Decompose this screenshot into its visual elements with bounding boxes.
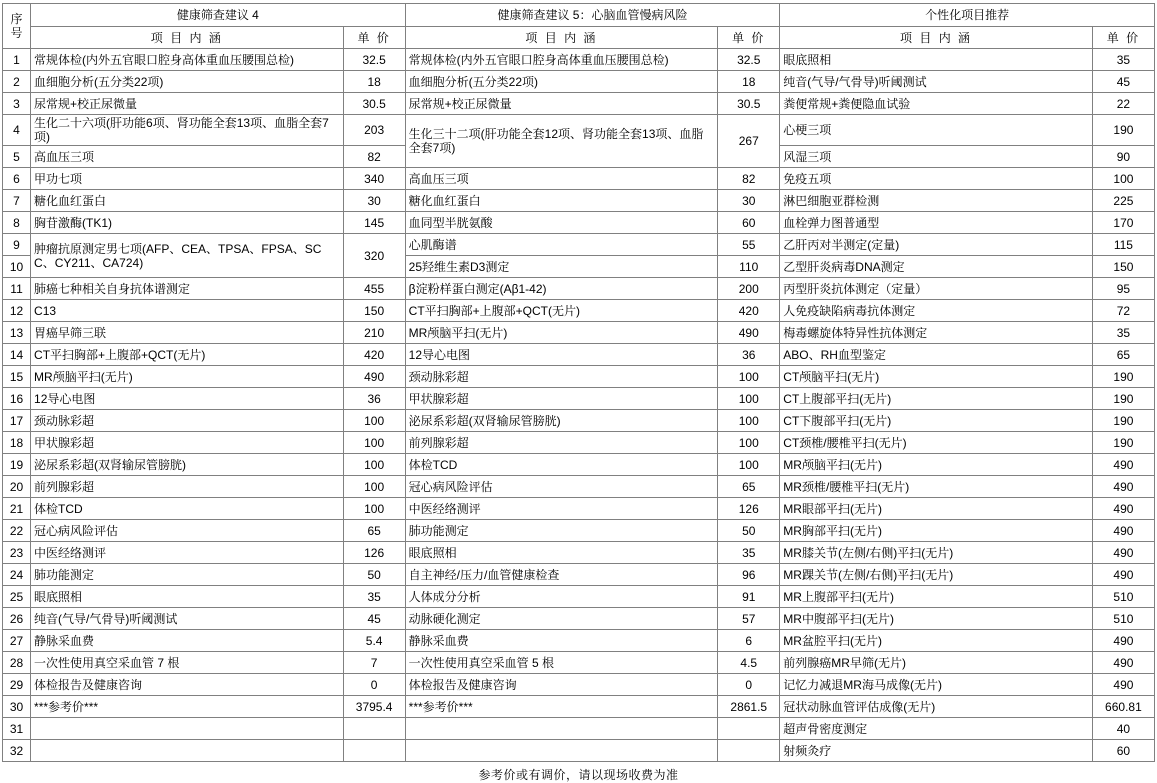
table-row [3,586,1155,608]
item-a: 甲功七项 [31,168,344,190]
price-b: 35 [718,542,780,564]
item-b: β淀粉样蛋白测定(Aβ1-42) [405,278,718,300]
item-b: 心肌酶谱 [405,234,718,256]
table-row [3,542,1155,564]
item-b: 自主神经/压力/血管健康检查 [405,564,718,586]
price-c: 190 [1092,366,1154,388]
item-a: 肺功能测定 [31,564,344,586]
price-a: 35 [343,586,405,608]
price-c: 115 [1092,234,1154,256]
item-c: MR中腹部平扫(无片) [780,608,1093,630]
item-a: 颈动脉彩超 [31,410,344,432]
price-a: 320 [343,234,405,278]
item-b: 眼底照相 [405,542,718,564]
price-b: 100 [718,366,780,388]
item-a: 甲状腺彩超 [31,432,344,454]
item-c: CT颅脑平扫(无片) [780,366,1093,388]
price-c: 490 [1092,498,1154,520]
price-c: 35 [1092,49,1154,71]
item-c: MR胸部平扫(无片) [780,520,1093,542]
row-seq: 26 [3,608,31,630]
table-row [3,740,1155,762]
item-a: ***参考价*** [31,696,344,718]
price-c: 22 [1092,93,1154,115]
price-a: 18 [343,71,405,93]
row-seq: 24 [3,564,31,586]
item-b: 25羟维生素D3测定 [405,256,718,278]
price-c: 100 [1092,168,1154,190]
table-row [3,49,1155,71]
price-a [343,718,405,740]
item-c: ABO、RH血型鉴定 [780,344,1093,366]
item-a: MR颅脑平扫(无片) [31,366,344,388]
item-b: 前列腺彩超 [405,432,718,454]
footnote: 参考价或有调价，请以现场收费为准 [478,768,679,782]
price-c: 510 [1092,608,1154,630]
item-b: 尿常规+校正尿微量 [405,93,718,115]
item-c: 超声骨密度测定 [780,718,1093,740]
table-row [3,344,1155,366]
row-seq: 1 [3,49,31,71]
item-a: 冠心病风险评估 [31,520,344,542]
item-a: C13 [31,300,344,322]
row-seq: 30 [3,696,31,718]
item-c: 淋巴细胞亚群检测 [780,190,1093,212]
table-row [3,212,1155,234]
item-a: 胸苷激酶(TK1) [31,212,344,234]
table-row [3,674,1155,696]
table-row [3,718,1155,740]
item-a: 高血压三项 [31,146,344,168]
item-c: 免疫五项 [780,168,1093,190]
price-c: 190 [1092,388,1154,410]
row-seq: 13 [3,322,31,344]
price-a: 30 [343,190,405,212]
item-b: 体检报告及健康咨询 [405,674,718,696]
item-c: MR眼部平扫(无片) [780,498,1093,520]
header-item-b: 项 目 内 涵 [405,27,718,49]
price-c: 490 [1092,630,1154,652]
price-b: 32.5 [718,49,780,71]
column-header-row [3,27,1155,49]
item-b: 12导心电图 [405,344,718,366]
item-b: 动脉硬化测定 [405,608,718,630]
price-c: 490 [1092,674,1154,696]
item-a: 一次性使用真空采血管 7 根 [31,652,344,674]
price-b: 57 [718,608,780,630]
item-a: 肿瘤抗原测定男七项(AFP、CEA、TPSA、FPSA、SCC、CY211、CA724) [31,234,344,278]
item-b: 中医经络测评 [405,498,718,520]
price-b: 82 [718,168,780,190]
group-header-row [3,4,1155,27]
price-a: 82 [343,146,405,168]
price-b: 200 [718,278,780,300]
price-a: 203 [343,115,405,146]
price-a: 45 [343,608,405,630]
item-a: 静脉采血费 [31,630,344,652]
price-c: 45 [1092,71,1154,93]
table-row [3,366,1155,388]
price-a [343,740,405,762]
table-row [3,71,1155,93]
item-c: 粪便常规+粪便隐血试验 [780,93,1093,115]
price-b: 100 [718,388,780,410]
price-c: 490 [1092,520,1154,542]
table-row [3,454,1155,476]
item-c: 前列腺癌MR早筛(无片) [780,652,1093,674]
health-screening-table [2,3,1155,762]
table-row [3,498,1155,520]
header-item-a: 项 目 内 涵 [31,27,344,49]
price-c: 490 [1092,652,1154,674]
price-c: 490 [1092,564,1154,586]
table-row [3,432,1155,454]
item-c: MR踝关节(左侧/右侧)平扫(无片) [780,564,1093,586]
price-a: 3795.4 [343,696,405,718]
price-b: 30 [718,190,780,212]
table-row [3,630,1155,652]
table-row [3,520,1155,542]
price-b: 96 [718,564,780,586]
price-a: 32.5 [343,49,405,71]
header-price-b: 单 价 [718,27,780,49]
group-title-b: 健康筛查建议 5：心脑血管慢病风险 [405,4,780,27]
item-c: 射频灸疗 [780,740,1093,762]
price-b: 100 [718,454,780,476]
item-b: 一次性使用真空采血管 5 根 [405,652,718,674]
item-a: 常规体检(内外五官眼口腔身高体重血压腰围总检) [31,49,344,71]
price-a: 455 [343,278,405,300]
price-a: 420 [343,344,405,366]
item-a: 眼底照相 [31,586,344,608]
row-seq: 4 [3,115,31,146]
price-b [718,718,780,740]
item-a: 血细胞分析(五分类22项) [31,71,344,93]
row-seq: 2 [3,71,31,93]
price-b: 4.5 [718,652,780,674]
price-a: 150 [343,300,405,322]
price-c: 190 [1092,432,1154,454]
price-b: 490 [718,322,780,344]
item-a: 胃癌早筛三联 [31,322,344,344]
price-b: 50 [718,520,780,542]
row-seq: 18 [3,432,31,454]
price-c: 490 [1092,454,1154,476]
table-row [3,388,1155,410]
row-seq: 23 [3,542,31,564]
row-seq: 16 [3,388,31,410]
price-c: 150 [1092,256,1154,278]
price-c: 510 [1092,586,1154,608]
item-a: 体检报告及健康咨询 [31,674,344,696]
item-c: 梅毒螺旋体特异性抗体测定 [780,322,1093,344]
group-title-c: 个性化项目推荐 [780,4,1155,27]
item-c: 乙型肝炎病毒DNA测定 [780,256,1093,278]
item-b: 高血压三项 [405,168,718,190]
item-c: CT颈椎/腰椎平扫(无片) [780,432,1093,454]
item-b: 甲状腺彩超 [405,388,718,410]
price-b: 6 [718,630,780,652]
table-row [3,190,1155,212]
price-a: 7 [343,652,405,674]
row-seq: 31 [3,718,31,740]
price-a: 30.5 [343,93,405,115]
price-b: 91 [718,586,780,608]
table-body [3,49,1155,762]
row-seq: 17 [3,410,31,432]
item-c: CT下腹部平扫(无片) [780,410,1093,432]
price-c: 190 [1092,115,1154,146]
row-seq: 8 [3,212,31,234]
price-c: 225 [1092,190,1154,212]
item-c: MR颈椎/腰椎平扫(无片) [780,476,1093,498]
row-seq: 22 [3,520,31,542]
item-b: 血细胞分析(五分类22项) [405,71,718,93]
item-b [405,740,718,762]
price-b: 2861.5 [718,696,780,718]
price-a: 145 [343,212,405,234]
price-a: 0 [343,674,405,696]
item-c: MR盆腔平扫(无片) [780,630,1093,652]
item-a: 肺癌七种相关自身抗体谱测定 [31,278,344,300]
item-c: CT上腹部平扫(无片) [780,388,1093,410]
item-b: CT平扫胸部+上腹部+QCT(无片) [405,300,718,322]
item-c: MR上腹部平扫(无片) [780,586,1093,608]
price-a: 100 [343,432,405,454]
item-b: MR颅脑平扫(无片) [405,322,718,344]
price-a: 100 [343,454,405,476]
item-b [405,718,718,740]
price-b: 36 [718,344,780,366]
price-a: 5.4 [343,630,405,652]
item-a [31,740,344,762]
item-b: 糖化血红蛋白 [405,190,718,212]
row-seq: 11 [3,278,31,300]
item-a: 体检TCD [31,498,344,520]
price-a: 36 [343,388,405,410]
price-a: 126 [343,542,405,564]
price-c: 90 [1092,146,1154,168]
item-a: CT平扫胸部+上腹部+QCT(无片) [31,344,344,366]
item-a: 纯音(气导/气骨导)听阈测试 [31,608,344,630]
table-row [3,564,1155,586]
item-b: 静脉采血费 [405,630,718,652]
item-c: 纯音(气导/气骨导)听阈测试 [780,71,1093,93]
row-seq: 20 [3,476,31,498]
price-b: 30.5 [718,93,780,115]
row-seq: 21 [3,498,31,520]
price-a: 65 [343,520,405,542]
item-b: ***参考价*** [405,696,718,718]
item-a: 中医经络测评 [31,542,344,564]
header-item-c: 项 目 内 涵 [780,27,1093,49]
price-b: 100 [718,410,780,432]
item-a: 前列腺彩超 [31,476,344,498]
table-row [3,168,1155,190]
row-seq: 5 [3,146,31,168]
item-c: 心梗三项 [780,115,1093,146]
price-c: 95 [1092,278,1154,300]
item-b: 泌尿系彩超(双肾输尿管膀胱) [405,410,718,432]
price-a: 100 [343,410,405,432]
item-a: 糖化血红蛋白 [31,190,344,212]
table-row [3,608,1155,630]
header-seq: 序 号 [3,4,31,49]
row-seq: 12 [3,300,31,322]
row-seq: 28 [3,652,31,674]
table-row [3,696,1155,718]
item-b: 颈动脉彩超 [405,366,718,388]
price-b: 100 [718,432,780,454]
item-a: 尿常规+校正尿微量 [31,93,344,115]
group-title-a: 健康筛查建议 4 [31,4,406,27]
price-c: 490 [1092,476,1154,498]
table-row [3,278,1155,300]
item-b: 血同型半胱氨酸 [405,212,718,234]
item-b: 人体成分分析 [405,586,718,608]
item-c: 乙肝丙对半测定(定量) [780,234,1093,256]
price-b: 267 [718,115,780,168]
item-c: 血栓弹力图普通型 [780,212,1093,234]
price-c: 190 [1092,410,1154,432]
row-seq: 29 [3,674,31,696]
price-a: 490 [343,366,405,388]
row-seq: 10 [3,256,31,278]
price-c: 65 [1092,344,1154,366]
price-c: 60 [1092,740,1154,762]
item-a: 生化二十六项(肝功能6项、肾功能全套13项、血脂全套7项) [31,115,344,146]
price-b: 110 [718,256,780,278]
table-row [3,93,1155,115]
price-c: 660.81 [1092,696,1154,718]
item-a: 泌尿系彩超(双肾输尿管膀胱) [31,454,344,476]
item-c: 人免疫缺陷病毒抗体测定 [780,300,1093,322]
item-a [31,718,344,740]
row-seq: 9 [3,234,31,256]
row-seq: 25 [3,586,31,608]
table-row [3,410,1155,432]
price-b: 0 [718,674,780,696]
price-c: 170 [1092,212,1154,234]
item-c: MR膝关节(左侧/右侧)平扫(无片) [780,542,1093,564]
price-b [718,740,780,762]
header-price-c: 单 价 [1092,27,1154,49]
table-row [3,322,1155,344]
header-price-a: 单 价 [343,27,405,49]
item-c: 冠状动脉血管评估成像(无片) [780,696,1093,718]
item-b: 体检TCD [405,454,718,476]
row-seq: 27 [3,630,31,652]
table-row [3,476,1155,498]
price-a: 100 [343,476,405,498]
table-row [3,234,1155,256]
table-row [3,115,1155,146]
item-b: 常规体检(内外五官眼口腔身高体重血压腰围总检) [405,49,718,71]
price-a: 50 [343,564,405,586]
row-seq: 14 [3,344,31,366]
row-seq: 3 [3,93,31,115]
price-b: 420 [718,300,780,322]
item-b: 生化三十二项(肝功能全套12项、肾功能全套13项、血脂全套7项) [405,115,718,168]
price-a: 210 [343,322,405,344]
item-c: MR颅脑平扫(无片) [780,454,1093,476]
price-a: 100 [343,498,405,520]
price-c: 40 [1092,718,1154,740]
item-a: 12导心电图 [31,388,344,410]
row-seq: 15 [3,366,31,388]
table-row [3,300,1155,322]
row-seq: 19 [3,454,31,476]
price-c: 35 [1092,322,1154,344]
price-b: 65 [718,476,780,498]
price-c: 490 [1092,542,1154,564]
price-a: 340 [343,168,405,190]
item-c: 记忆力减退MR海马成像(无片) [780,674,1093,696]
price-b: 60 [718,212,780,234]
item-b: 肺功能测定 [405,520,718,542]
item-c: 眼底照相 [780,49,1093,71]
row-seq: 32 [3,740,31,762]
item-c: 丙型肝炎抗体测定（定量） [780,278,1093,300]
price-c: 72 [1092,300,1154,322]
price-b: 126 [718,498,780,520]
item-c: 风湿三项 [780,146,1093,168]
price-b: 55 [718,234,780,256]
price-b: 18 [718,71,780,93]
row-seq: 6 [3,168,31,190]
item-b: 冠心病风险评估 [405,476,718,498]
row-seq: 7 [3,190,31,212]
table-row [3,652,1155,674]
